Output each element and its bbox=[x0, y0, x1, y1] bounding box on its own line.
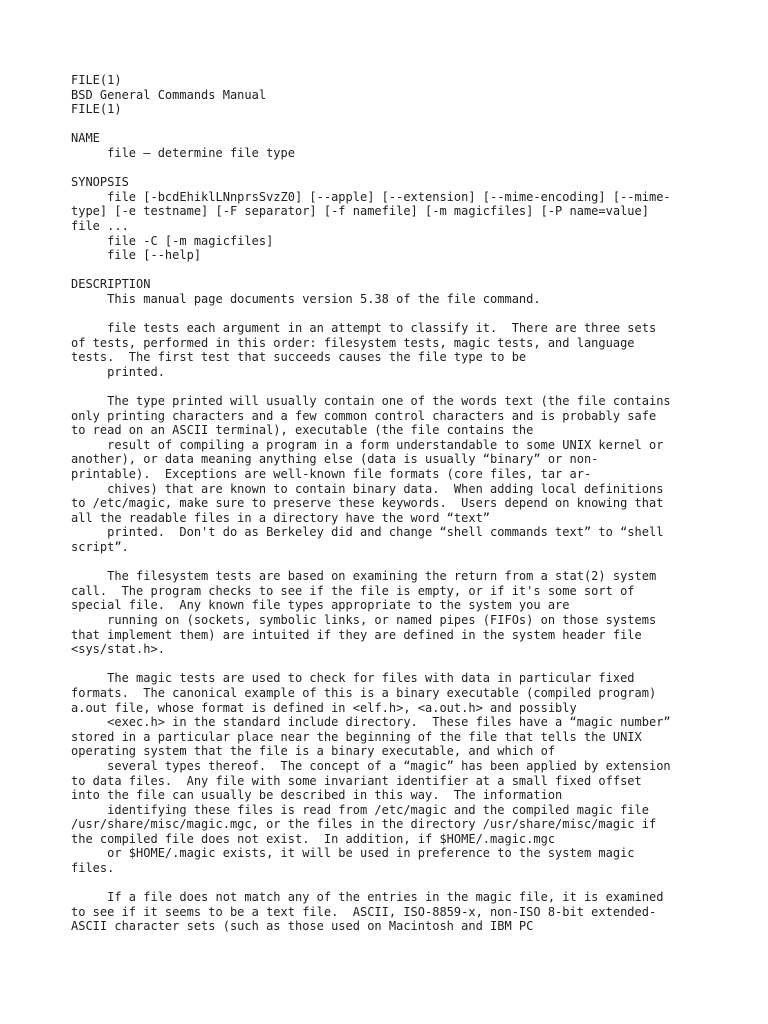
text-line: The filesystem tests are based on examining the return from a stat(2) system bbox=[71, 569, 657, 584]
text-line: to see if it seems to be a text file. ASCII, ISO-8859-x, non-ISO 8-bit extended- bbox=[71, 904, 657, 919]
paragraph bbox=[71, 671, 711, 875]
header-right-title: FILE(1) bbox=[71, 102, 122, 117]
text-line: printed. Don't do as Berkeley did and change “shell commands text” to “shell bbox=[71, 525, 664, 540]
text-line: The magic tests are used to check for files with data in particular fixed bbox=[71, 671, 635, 686]
text-line: to data files. Any file with some invariant identifier at a small fixed offset bbox=[71, 773, 642, 788]
text-line: of tests, performed in this order: filesystem tests, magic tests, and language bbox=[71, 335, 635, 350]
header-left-title: FILE(1) bbox=[71, 73, 122, 87]
text-line: running on (sockets, symbolic links, or named pipes (FIFOs) on those systems bbox=[71, 612, 657, 627]
section-name bbox=[71, 131, 711, 160]
spacer bbox=[71, 657, 711, 672]
paragraph bbox=[71, 569, 711, 657]
text-line: file tests each argument in an attempt to classify it. There are three sets bbox=[71, 321, 657, 336]
paragraph bbox=[71, 394, 711, 555]
text-line: /usr/share/misc/magic.mgc, or the files in the directory /usr/share/misc/magic if bbox=[71, 817, 657, 832]
text-line: formats. The canonical example of this is a binary executable (compiled program) bbox=[71, 685, 657, 700]
text-line: This manual page documents version 5.38 of the file command. bbox=[71, 291, 541, 306]
man-page bbox=[71, 73, 711, 934]
text-line: <exec.h> in the standard include directory. These files have a “magic number” bbox=[71, 715, 671, 730]
paragraph bbox=[71, 890, 711, 934]
paragraph bbox=[71, 292, 711, 307]
spacer bbox=[71, 161, 711, 176]
text-line: ASCII character sets (such as those used on Macintosh and IBM PC bbox=[71, 919, 534, 934]
text-line: the compiled file does not exist. In addition, if $HOME/.magic.mgc bbox=[71, 831, 556, 846]
text-line: files. bbox=[71, 861, 115, 876]
text-line: identifying these files is read from /etc/magic and the compiled magic file bbox=[71, 802, 649, 817]
text-line: to /etc/magic, make sure to preserve these keywords. Users depend on knowing that bbox=[71, 496, 664, 511]
text-line: file [--help] bbox=[71, 248, 202, 263]
text-line: tests. The first test that succeeds causes the file type to be bbox=[71, 350, 527, 365]
text-line: a.out file, whose format is defined in <elf.h>, <a.out.h> and possibly bbox=[71, 700, 577, 715]
text-line: call. The program checks to see if the file is empty, or if it's some sort of bbox=[71, 583, 635, 598]
text-line: into the file can usually be described in this way. The information bbox=[71, 788, 563, 803]
text-line: script”. bbox=[71, 540, 129, 554]
spacer bbox=[71, 307, 711, 322]
paragraph bbox=[71, 321, 711, 379]
spacer bbox=[71, 117, 711, 132]
text-line: only printing characters and a few common control characters and is probably safe bbox=[71, 408, 657, 423]
text-line: that implement them) are intuited if they are defined in the system header file bbox=[71, 627, 642, 642]
spacer bbox=[71, 876, 711, 891]
text-line: several types thereof. The concept of a “magic” has been applied by extension bbox=[71, 758, 671, 773]
text-line: <sys/stat.h>. bbox=[71, 642, 165, 657]
text-line: operating system that the file is a binary executable, and which of bbox=[71, 744, 556, 759]
text-line: file [-bcdEhiklLNnprsSvzZ0] [--apple] [--extension] [--mime-encoding] [--mime- bbox=[71, 189, 671, 204]
text-line: printed. bbox=[71, 364, 165, 379]
text-line: stored in a particular place near the beginning of the file that tells the UNIX bbox=[71, 729, 642, 744]
section-heading: DESCRIPTION bbox=[71, 277, 151, 292]
text-line: file — determine file type bbox=[71, 145, 295, 160]
text-line: chives) that are known to contain binary data. When adding local definitions bbox=[71, 481, 664, 496]
text-line: result of compiling a program in a form understandable to some UNIX kernel or bbox=[71, 437, 664, 452]
section-description bbox=[71, 277, 711, 934]
spacer bbox=[71, 379, 711, 394]
text-line: type] [-e testname] [-F separator] [-f namefile] [-m magicfiles] [-P name=value] bbox=[71, 204, 649, 219]
text-line: printable). Exceptions are well-known file formats (core files, tar ar- bbox=[71, 467, 592, 482]
man-header bbox=[71, 73, 711, 117]
section-heading: SYNOPSIS bbox=[71, 175, 129, 190]
text-line: file -C [-m magicfiles] bbox=[71, 233, 274, 248]
text-line: to read on an ASCII terminal), executable (the file contains the bbox=[71, 423, 534, 438]
text-line: another), or data meaning anything else (data is usually “binary” or non- bbox=[71, 452, 599, 467]
text-line: or $HOME/.magic exists, it will be used in preference to the system magic bbox=[71, 846, 635, 861]
section-heading: NAME bbox=[71, 131, 100, 146]
section-synopsis bbox=[71, 175, 711, 263]
spacer bbox=[71, 263, 711, 278]
text-line: file ... bbox=[71, 218, 129, 233]
text-line: The type printed will usually contain one of the words text (the file contains bbox=[71, 394, 671, 409]
text-line: all the readable files in a directory have the word “text” bbox=[71, 510, 491, 525]
spacer bbox=[71, 555, 711, 570]
text-line: If a file does not match any of the entries in the magic file, it is examined bbox=[71, 890, 664, 905]
text-line: special file. Any known file types appropriate to the system you are bbox=[71, 598, 570, 613]
header-center-title: BSD General Commands Manual bbox=[71, 87, 267, 102]
